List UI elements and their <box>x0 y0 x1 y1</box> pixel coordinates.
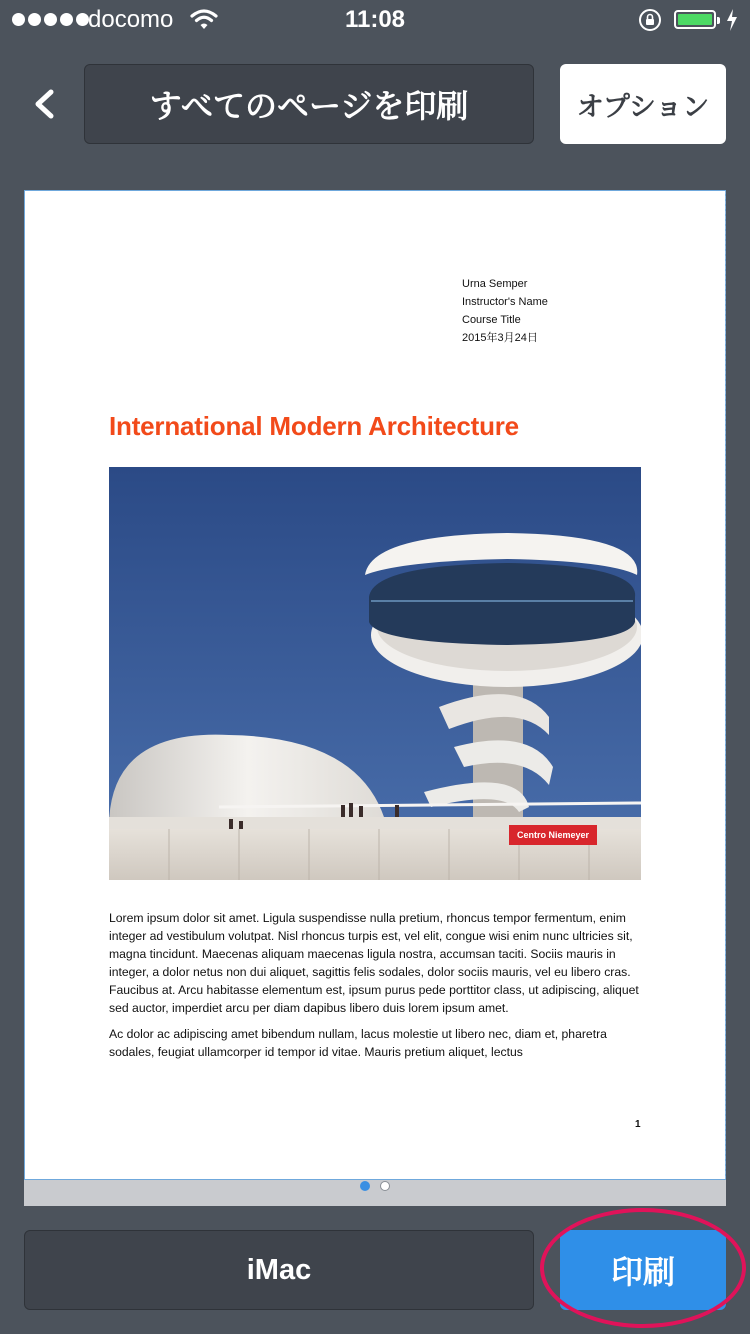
meta-instructor: Instructor's Name <box>462 296 548 308</box>
battery-icon <box>674 10 716 29</box>
print-preview[interactable] <box>24 190 726 1206</box>
carrier-name: docomo <box>88 6 174 33</box>
meta-course: Course Title <box>462 314 521 326</box>
preview-page <box>24 190 726 1180</box>
status-bar <box>0 0 750 40</box>
options-button[interactable]: オプション <box>560 64 726 144</box>
printer-select-button[interactable]: iMac <box>24 1230 534 1310</box>
battery-level <box>678 14 712 25</box>
print-button[interactable]: 印刷 <box>560 1230 726 1310</box>
document-title: International Modern Architecture <box>109 411 519 441</box>
charging-icon <box>726 9 738 31</box>
document-body <box>109 909 643 1069</box>
print-range-title[interactable]: すべてのページを印刷 <box>84 64 534 144</box>
centro-niemeyer-sign: Centro Niemeyer <box>516 830 590 840</box>
body-paragraph: Lorem ipsum dolor sit amet. Ligula suspendisse nulla pretium, rhoncus tempor fermentum, enim integer ad vestibulum volutpat. Nisl rhoncus turpis est, vel elit, congue wisi enim nunc ultricies sit, magna tincidunt. Maecenas aliquam maecenas ligula nostra, accumsan taciti. Sociis mauris in integer, a dolor netus non dui aliquet, sagittis felis sodales, dolor sociis mauris, vel eu libero cras. Faucibus at. Arcu habitasse elementum est, ipsum purus pede porttitor class, ut adipiscing, aliquet sed auctor, imperdiet arcu per diam dapibus libero duis lorem ipsum amet. <box>109 911 639 1015</box>
status-time: 11:08 <box>344 6 406 33</box>
page-dot-2[interactable] <box>380 1181 390 1191</box>
meta-author: Urna Semper <box>462 278 528 290</box>
page-number: 1 <box>635 1119 641 1130</box>
meta-date: 2015年3月24日 <box>462 332 538 344</box>
page-dot-1[interactable] <box>360 1181 370 1191</box>
architecture-photo <box>109 467 641 880</box>
page-indicator[interactable] <box>24 1181 726 1191</box>
chevron-left-icon[interactable] <box>26 84 66 124</box>
rotation-lock-icon <box>638 8 662 32</box>
body-paragraph: Ac dolor ac adipiscing amet bibendum nullam, lacus molestie ut libero nec, diam et, pharetra sodales, feugiat ullamcorper id tempor id vitae. Mauris pretium aliquet, lectus <box>109 1027 607 1059</box>
document-meta <box>462 275 548 347</box>
